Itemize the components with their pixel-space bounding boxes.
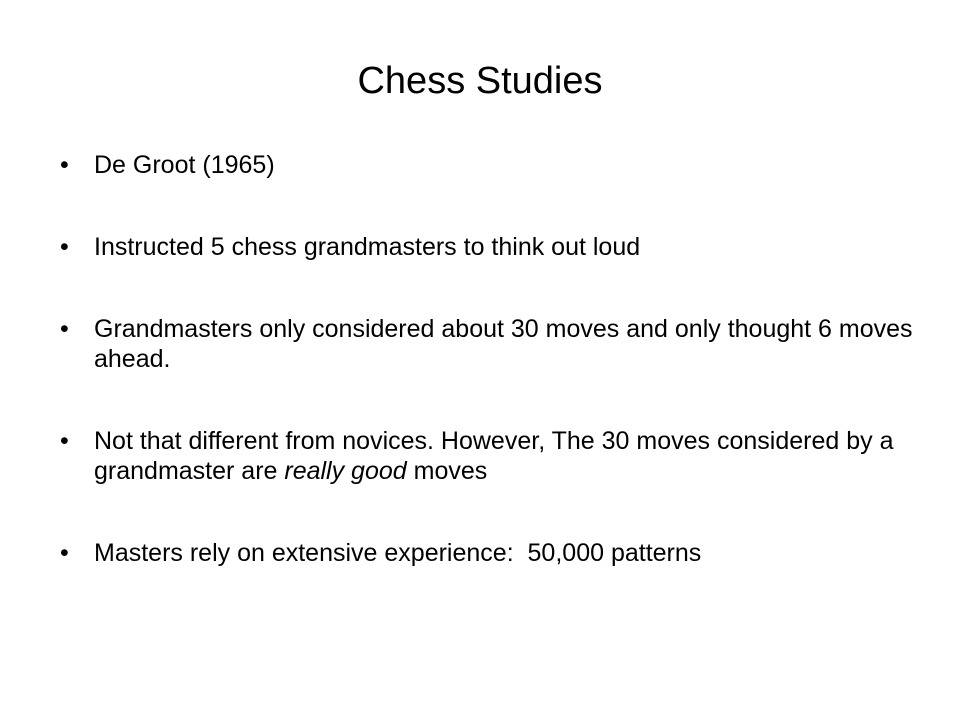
bullet-text: Grandmasters only considered about 30 moves and only thought 6 moves ahead.	[94, 315, 913, 373]
bullet-item	[60, 232, 920, 262]
bullet-text: Instructed 5 chess grandmasters to think out loud	[94, 233, 641, 261]
bullet-text-part: moves	[406, 457, 488, 485]
bullet-text-part: Not that different from novices. However, The 30 moves considered by a grandmaster are	[94, 427, 894, 485]
bullet-item	[60, 314, 920, 374]
slide-title: Chess Studies	[357, 60, 603, 102]
bullet-text: De Groot (1965)	[94, 151, 275, 179]
bullet-icon: •	[60, 151, 69, 179]
bullet-item	[60, 150, 920, 180]
bullet-icon: •	[60, 315, 69, 343]
bullet-icon: •	[60, 427, 69, 455]
bullet-text: Masters rely on extensive experience: 50,000 patterns	[94, 539, 702, 567]
bullet-text	[94, 427, 894, 485]
bullet-list	[60, 150, 920, 620]
bullet-item	[60, 426, 920, 486]
bullet-text-emphasis: really good	[284, 457, 407, 485]
bullet-icon: •	[60, 539, 69, 567]
bullet-item	[60, 538, 920, 568]
bullet-icon: •	[60, 233, 69, 261]
